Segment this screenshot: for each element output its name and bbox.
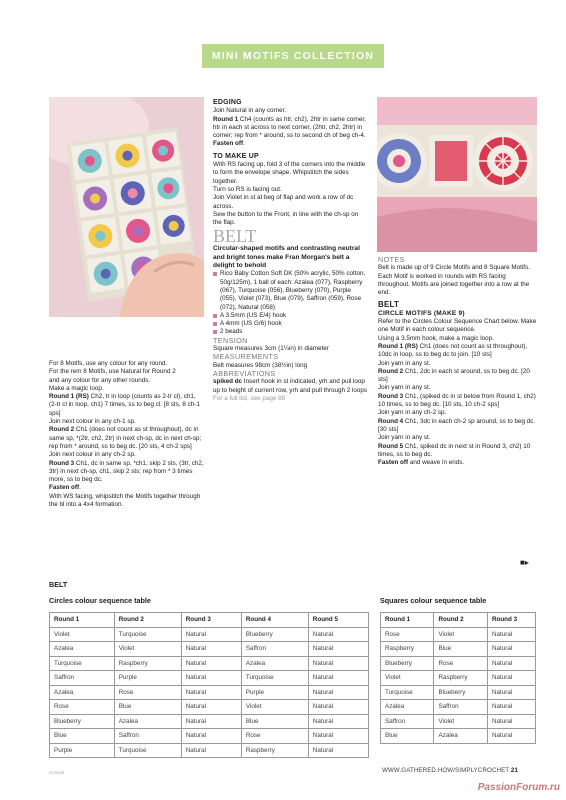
belt-photo bbox=[377, 97, 537, 252]
circle-round-1: Round 1 (RS) Ch1 (does not count as st throughout), 10dc in loop, ss to beg dc to join. [10 sts] bbox=[378, 342, 528, 359]
belt-lead: Circular-shaped motifs and contrasting neutral and bright tones make Fran Morgan's belt a delight to behold bbox=[213, 245, 360, 270]
table-row bbox=[381, 714, 536, 729]
notes-text: Belt is made up of 9 Circle Motifs and 8 Square Motifs. Each Motif is worked in rounds with RS facing throughout. Motifs are joined together into a row at the end. bbox=[378, 264, 530, 297]
column-header: Round 1 bbox=[381, 613, 434, 628]
table-cell: Natural bbox=[181, 642, 241, 657]
fasten-off: Fasten off. bbox=[213, 140, 245, 148]
table-row bbox=[381, 627, 536, 642]
table-header-row bbox=[381, 613, 536, 628]
table-row bbox=[50, 714, 369, 729]
table-cell: Saffron bbox=[114, 729, 181, 744]
table-cell: Azalea bbox=[50, 642, 115, 657]
watermark: PassionForum.ru bbox=[477, 782, 560, 793]
table-cell: Natural bbox=[308, 743, 368, 758]
intro-line: Make a magic loop. bbox=[49, 384, 104, 392]
circle-round-5: Round 5 Ch1, spiked dc in next st in Round 3, ch2) 10 times, ss to beg dc. bbox=[378, 442, 531, 458]
table-row bbox=[50, 685, 369, 700]
table-cell: Natural bbox=[487, 642, 535, 657]
table-cell: Natural bbox=[181, 627, 241, 642]
table-cell: Natural bbox=[487, 671, 535, 686]
table-cell: Natural bbox=[487, 656, 535, 671]
footer-url[interactable]: WWW.GATHERED.HOW/SIMPLYCROCHET 21 bbox=[381, 767, 518, 774]
abbreviation-entry: spiked dc Insert hook in st indicated, yrh and pull loop up to height of current row, yrh and pull through 2 loops bbox=[213, 378, 368, 394]
make-up-line: With RS facing up, fold 3 of the corners into the middle to form the envelope shape. Whipstitch the sides together. bbox=[213, 161, 366, 185]
table-row bbox=[50, 656, 369, 671]
table-row bbox=[381, 642, 536, 657]
join-line: Join next colour in any ch-2 sp. bbox=[49, 451, 136, 459]
edging-round-1: Round 1 Ch4 (counts as htr, ch2), 2htr in same corner, htr in each st across to next corner, (2htr, ch2, 2htr) in corner; rep from * around, ss to second ch of beg ch-4. bbox=[213, 115, 366, 140]
column-header: Round 3 bbox=[487, 613, 535, 628]
column-header: Round 2 bbox=[434, 613, 487, 628]
table-cell: Blue bbox=[241, 714, 308, 729]
table-cell: Natural bbox=[181, 700, 241, 715]
table-cell: Blueberry bbox=[434, 685, 487, 700]
table-cell: Raspberry bbox=[381, 642, 434, 657]
table-row bbox=[381, 671, 536, 686]
table-cell: Rose bbox=[381, 627, 434, 642]
table-cell: Azalea bbox=[50, 685, 115, 700]
table-cell: Natural bbox=[181, 714, 241, 729]
tension-heading: TENSION bbox=[213, 335, 248, 345]
column-header: Round 3 bbox=[181, 613, 241, 628]
table-cell: Saffron bbox=[434, 700, 487, 715]
notes-heading: NOTES bbox=[378, 255, 405, 264]
material-item: A 4mm (US G/6) hook bbox=[213, 320, 368, 328]
table-row bbox=[50, 700, 369, 715]
join-line: Join yarn in any ch-2 sp. bbox=[378, 409, 447, 417]
circle-motifs-heading: CIRCLE MOTIFS (MAKE 9) bbox=[378, 309, 465, 317]
table-cell: Natural bbox=[308, 700, 368, 715]
table-cell: Turquoise bbox=[381, 685, 434, 700]
table-row bbox=[381, 700, 536, 715]
section-banner: MINI MOTIFS COLLECTION bbox=[202, 44, 384, 68]
table-cell: Purple bbox=[241, 685, 308, 700]
table-cell: Natural bbox=[181, 729, 241, 744]
edging-intro: Join Natural in any corner. bbox=[213, 107, 287, 115]
table-cell: Natural bbox=[308, 714, 368, 729]
material-item: 2 beads bbox=[213, 328, 368, 336]
table-cell: Violet bbox=[50, 627, 115, 642]
table-cell: Natural bbox=[308, 685, 368, 700]
make-up-line: Join Violet in st at beg of flap and work a row of dc across. bbox=[213, 194, 354, 210]
table-cell: Natural bbox=[487, 685, 535, 700]
table-cell: Blue bbox=[114, 700, 181, 715]
table-cell: Turquoise bbox=[50, 656, 115, 671]
pouch-photo bbox=[49, 97, 204, 317]
table-cell: Blue bbox=[434, 642, 487, 657]
table-cell: Violet bbox=[434, 714, 487, 729]
table-row bbox=[50, 743, 369, 758]
table-cell: Natural bbox=[181, 671, 241, 686]
table-cell: Natural bbox=[308, 656, 368, 671]
join-line: Join yarn in any st. bbox=[378, 384, 431, 392]
circle-round-2: Round 2 Ch1, 2dc in each st around, ss to beg dc. [20 sts] bbox=[378, 367, 530, 384]
circles-table-title: Circles colour sequence table bbox=[49, 596, 151, 605]
table-row bbox=[381, 685, 536, 700]
abbreviations-heading: ABBREVIATIONS bbox=[213, 368, 276, 378]
table-cell: Natural bbox=[487, 700, 535, 715]
table-header-row bbox=[50, 613, 369, 628]
table-cell: Blueberry bbox=[381, 656, 434, 671]
table-cell: Natural bbox=[181, 743, 241, 758]
squares-table bbox=[380, 612, 536, 744]
table-cell: Raspberry bbox=[434, 671, 487, 686]
tables-belt-heading: BELT bbox=[49, 580, 68, 589]
circle-round-3: Round 3 Ch1, (spiked dc in st below from Round 1, ch2) 10 times, ss to beg dc. [10 sts, 10 ch-2 sps] bbox=[378, 392, 536, 409]
table-cell: Turquoise bbox=[114, 627, 181, 642]
table-cell: Natural bbox=[487, 627, 535, 642]
whipstitch-text: With WS facing, whipstitch the Motifs together through the bl into a 4x4 formation. bbox=[49, 492, 201, 509]
table-cell: Violet bbox=[434, 627, 487, 642]
fasten-off: Fasten off and weave in ends. bbox=[378, 459, 465, 467]
table-cell: Violet bbox=[114, 642, 181, 657]
table-cell: Turquoise bbox=[114, 743, 181, 758]
table-cell: Rose bbox=[50, 700, 115, 715]
squares-table-title: Squares colour sequence table bbox=[380, 596, 487, 605]
measurements-text: Belt measures 98cm (38½in) long bbox=[213, 361, 308, 369]
column-header: Round 1 bbox=[50, 613, 115, 628]
table-cell: Turquoise bbox=[241, 671, 308, 686]
table-cell: Azalea bbox=[241, 656, 308, 671]
round-1: Round 1 (RS) Ch2, tr in loop (counts as 2-tr cl), ch1, (2-tr cl in loop, ch1) 7 times, ss to beg cl. [8 sts, 8 ch-1 sps] bbox=[49, 393, 200, 417]
table-cell: Natural bbox=[308, 729, 368, 744]
table-cell: Blueberry bbox=[241, 627, 308, 642]
join-line: Join yarn in any st. bbox=[378, 359, 431, 367]
table-cell: Rose bbox=[241, 729, 308, 744]
table-cell: Raspberry bbox=[114, 656, 181, 671]
fasten-off: Fasten off. bbox=[49, 484, 81, 492]
table-cell: Raspberry bbox=[241, 743, 308, 758]
page-number: 21 bbox=[510, 767, 518, 774]
circle-hook: Using a 3.5mm hook, make a magic loop. bbox=[378, 334, 494, 342]
table-cell: Rose bbox=[434, 656, 487, 671]
table-cell: Natural bbox=[308, 671, 368, 686]
table-row bbox=[50, 729, 369, 744]
table-row bbox=[381, 729, 536, 744]
table-row bbox=[50, 671, 369, 686]
table-cell: Violet bbox=[381, 671, 434, 686]
circle-round-4: Round 4 Ch1, 3dc in each ch-2 sp around, ss to beg dc. [30 sts] bbox=[378, 417, 536, 433]
tension-text: Square measures 3cm (1¼in) in diameter bbox=[213, 345, 329, 353]
material-item: Rico Baby Cotton Soft DK (50% acrylic, 50% cotton, 50g/125m), 1 ball of each: Azalea (077), Raspberry (067), Turquoise (056), Blueberry (070), Purple (055), Violet (073), Blue (079), Saffron (059), Rose (072), Natural (058) bbox=[213, 270, 368, 311]
table-row bbox=[50, 627, 369, 642]
table-cell: Natural bbox=[487, 729, 535, 744]
abbreviations-link[interactable]: For a full list, see page 88 bbox=[213, 394, 286, 402]
column-header: Round 5 bbox=[308, 613, 368, 628]
table-cell: Azalea bbox=[434, 729, 487, 744]
left-column bbox=[49, 360, 204, 509]
table-cell: Natural bbox=[308, 627, 368, 642]
end-marker-icon: ■▸ bbox=[520, 558, 529, 567]
table-cell: Blueberry bbox=[50, 714, 115, 729]
join-line: Join yarn in any st. bbox=[378, 434, 431, 442]
circles-table bbox=[49, 612, 369, 758]
intro-line: For 8 Motifs, use any colour for any round. bbox=[49, 360, 168, 367]
table-cell: Rose bbox=[114, 685, 181, 700]
table-row bbox=[50, 642, 369, 657]
join-line: Join next colour in any ch-1 sp. bbox=[49, 418, 136, 426]
belt-title: BELT bbox=[213, 226, 257, 247]
table-cell: Saffron bbox=[50, 671, 115, 686]
table-cell: Natural bbox=[487, 714, 535, 729]
make-up-heading: TO MAKE UP bbox=[213, 152, 259, 160]
table-cell: Violet bbox=[241, 700, 308, 715]
table-cell: Azalea bbox=[114, 714, 181, 729]
table-cell: Purple bbox=[114, 671, 181, 686]
table-cell: Natural bbox=[181, 656, 241, 671]
table-cell: Azalea bbox=[381, 700, 434, 715]
table-cell: Blue bbox=[381, 729, 434, 744]
round-3: Round 3 Ch1, dc in same sp, *ch1, skip 2 sts, (3tr, ch2, 3tr) in next ch-sp, ch1, skip 2 sts; rep from * 3 times more, ss to beg dc. bbox=[49, 459, 204, 484]
table-cell: Natural bbox=[308, 642, 368, 657]
circle-intro: Refer to the Circles Colour Sequence Chart below. Make one Motif in each colour sequence. bbox=[378, 318, 537, 334]
edging-heading: EDGING bbox=[213, 99, 242, 106]
measurements-heading: MEASUREMENTS bbox=[213, 352, 279, 362]
table-cell: Natural bbox=[181, 685, 241, 700]
table-cell: Purple bbox=[50, 743, 115, 758]
belt-heading: BELT bbox=[378, 300, 400, 310]
right-column bbox=[378, 256, 538, 467]
material-item: A 3.5mm (US E/4) hook bbox=[213, 312, 368, 320]
intro-line: For the rem 8 Motifs, use Natural for Round 2 bbox=[49, 368, 176, 376]
intro-line: and any colour for any other rounds. bbox=[49, 376, 151, 384]
column-header: Round 4 bbox=[241, 613, 308, 628]
make-up-line: Sew the button to the Front, in line with the ch-sp on the flap. bbox=[213, 210, 359, 227]
make-up-line: Turn so RS is facing out. bbox=[213, 185, 282, 193]
middle-column bbox=[213, 99, 368, 403]
footer-code: SCR153 bbox=[49, 770, 65, 775]
table-row bbox=[381, 656, 536, 671]
table-cell: Saffron bbox=[381, 714, 434, 729]
column-header: Round 2 bbox=[114, 613, 181, 628]
table-cell: Blue bbox=[50, 729, 115, 744]
table-cell: Saffron bbox=[241, 642, 308, 657]
round-2: Round 2 Ch1 (does not count as st throughout), dc in same sp, *(2tr, ch2, 2tr) in next ch-sp, dc in next ch-sp; rep from * around, ss to beg dc. [20 sts, 4 ch-2 sps] bbox=[49, 426, 202, 450]
